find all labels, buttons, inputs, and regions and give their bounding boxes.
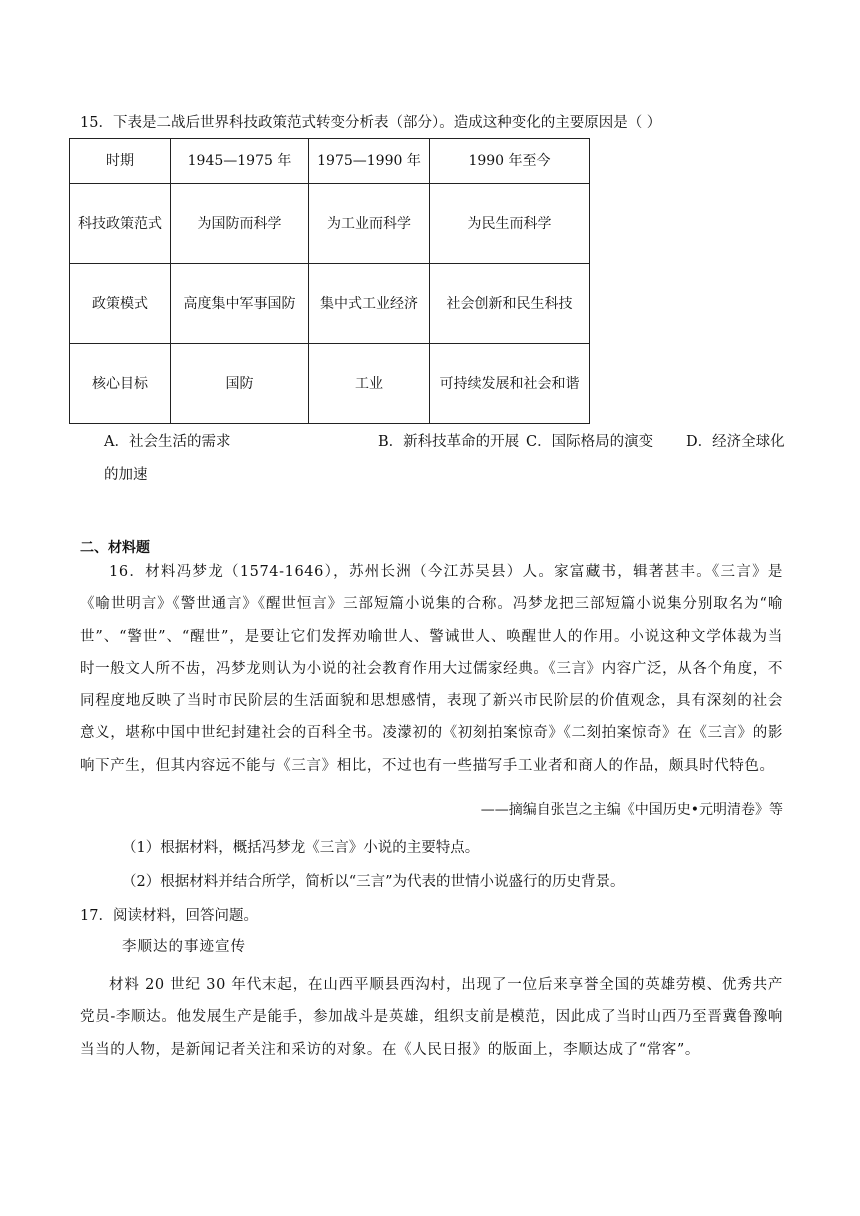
table-cell: 国防: [171, 344, 309, 424]
table-header-cell: 1975—1990 年: [309, 139, 430, 184]
option-c: C．国际格局的演变: [526, 434, 654, 450]
table-cell: 政策模式: [70, 264, 171, 344]
question-16-source: ——摘编自张岂之主编《中国历史•元明清卷》等: [480, 802, 783, 818]
question-17-stem: 17．阅读材料，回答问题。: [80, 908, 258, 924]
table-cell: 工业: [309, 344, 430, 424]
table-row: [70, 184, 590, 264]
option-d: D．经济全球化: [686, 434, 785, 450]
policy-paradigm-table: [69, 138, 590, 424]
table-row: [70, 344, 590, 424]
question-17-material: 材料 20 世纪 30 年代末起，在山西平顺县西沟村，出现了一位后来享誉全国的英雄劳模、优秀共产党员-李顺达。他发展生产是能手，参加战斗是英雄，组织支前是模范，因此成了当时山西乃至晋冀鲁豫响当当的人物，是新闻记者关注和采访的对象。在《人民日报》的版面上，李顺达成了“常客”。: [80, 977, 783, 1058]
question-16-sub1: （1）根据材料，概括冯梦龙《三言》小说的主要特点。: [122, 840, 480, 856]
question-15-stem: 15．下表是二战后世界科技政策范式转变分析表（部分）。造成这种变化的主要原因是（ ）: [80, 115, 662, 131]
table-header-row: [70, 139, 590, 184]
table-header-cell: 1990 年至今: [430, 139, 590, 184]
table-cell: 为工业而科学: [309, 184, 430, 264]
option-d-continuation: 的加速: [104, 467, 148, 483]
table-cell: 科技政策范式: [70, 184, 171, 264]
table-row: [70, 264, 590, 344]
table-header-cell: 1945—1975 年: [171, 139, 309, 184]
table-cell: 高度集中军事国防: [171, 264, 309, 344]
table-header-cell: 时期: [70, 139, 171, 184]
option-b: B．新科技革命的开展: [378, 434, 520, 450]
question-16-material: 16．材料冯梦龙（1574-1646），苏州长洲（今江苏吴县）人。家富藏书，辑著甚丰。《三言》是《喻世明言》《警世通言》《醒世恒言》三部短篇小说集的合称。冯梦龙把三部短篇小说集分别取名为“喻世”、“警世”、“醒世”，是要让它们发挥劝喻世人、警诫世人、唤醒世人的作用。小说这种文学体裁为当时一般文人所不齿，冯梦龙则认为小说的社会教育作用大过儒家经典。《三言》内容广泛，从各个角度，不同程度地反映了当时市民阶层的生活面貌和思想感情，表现了新兴市民阶层的价值观念，具有深刻的社会意义，堪称中国中世纪封建社会的百科全书。凌濛初的《初刻拍案惊奇》《二刻拍案惊奇》在《三言》的影响下产生，但其内容远不能与《三言》相比，不过也有一些描写手工业者和商人的作品，颇具时代特色。: [80, 564, 783, 774]
table-cell: 集中式工业经济: [309, 264, 430, 344]
question-16-sub2: （2）根据材料并结合所学，简析以“三言”为代表的世情小说盛行的历史背景。: [122, 874, 625, 890]
table-cell: 为民生而科学: [430, 184, 590, 264]
table-cell: 为国防而科学: [171, 184, 309, 264]
table-cell: 社会创新和民生科技: [430, 264, 590, 344]
option-a: A．社会生活的需求: [104, 434, 231, 450]
section-title: 二、材料题: [80, 540, 150, 556]
table-cell: 核心目标: [70, 344, 171, 424]
table-cell: 可持续发展和社会和谐: [430, 344, 590, 424]
question-17-title: 李顺达的事迹宣传: [122, 939, 246, 955]
